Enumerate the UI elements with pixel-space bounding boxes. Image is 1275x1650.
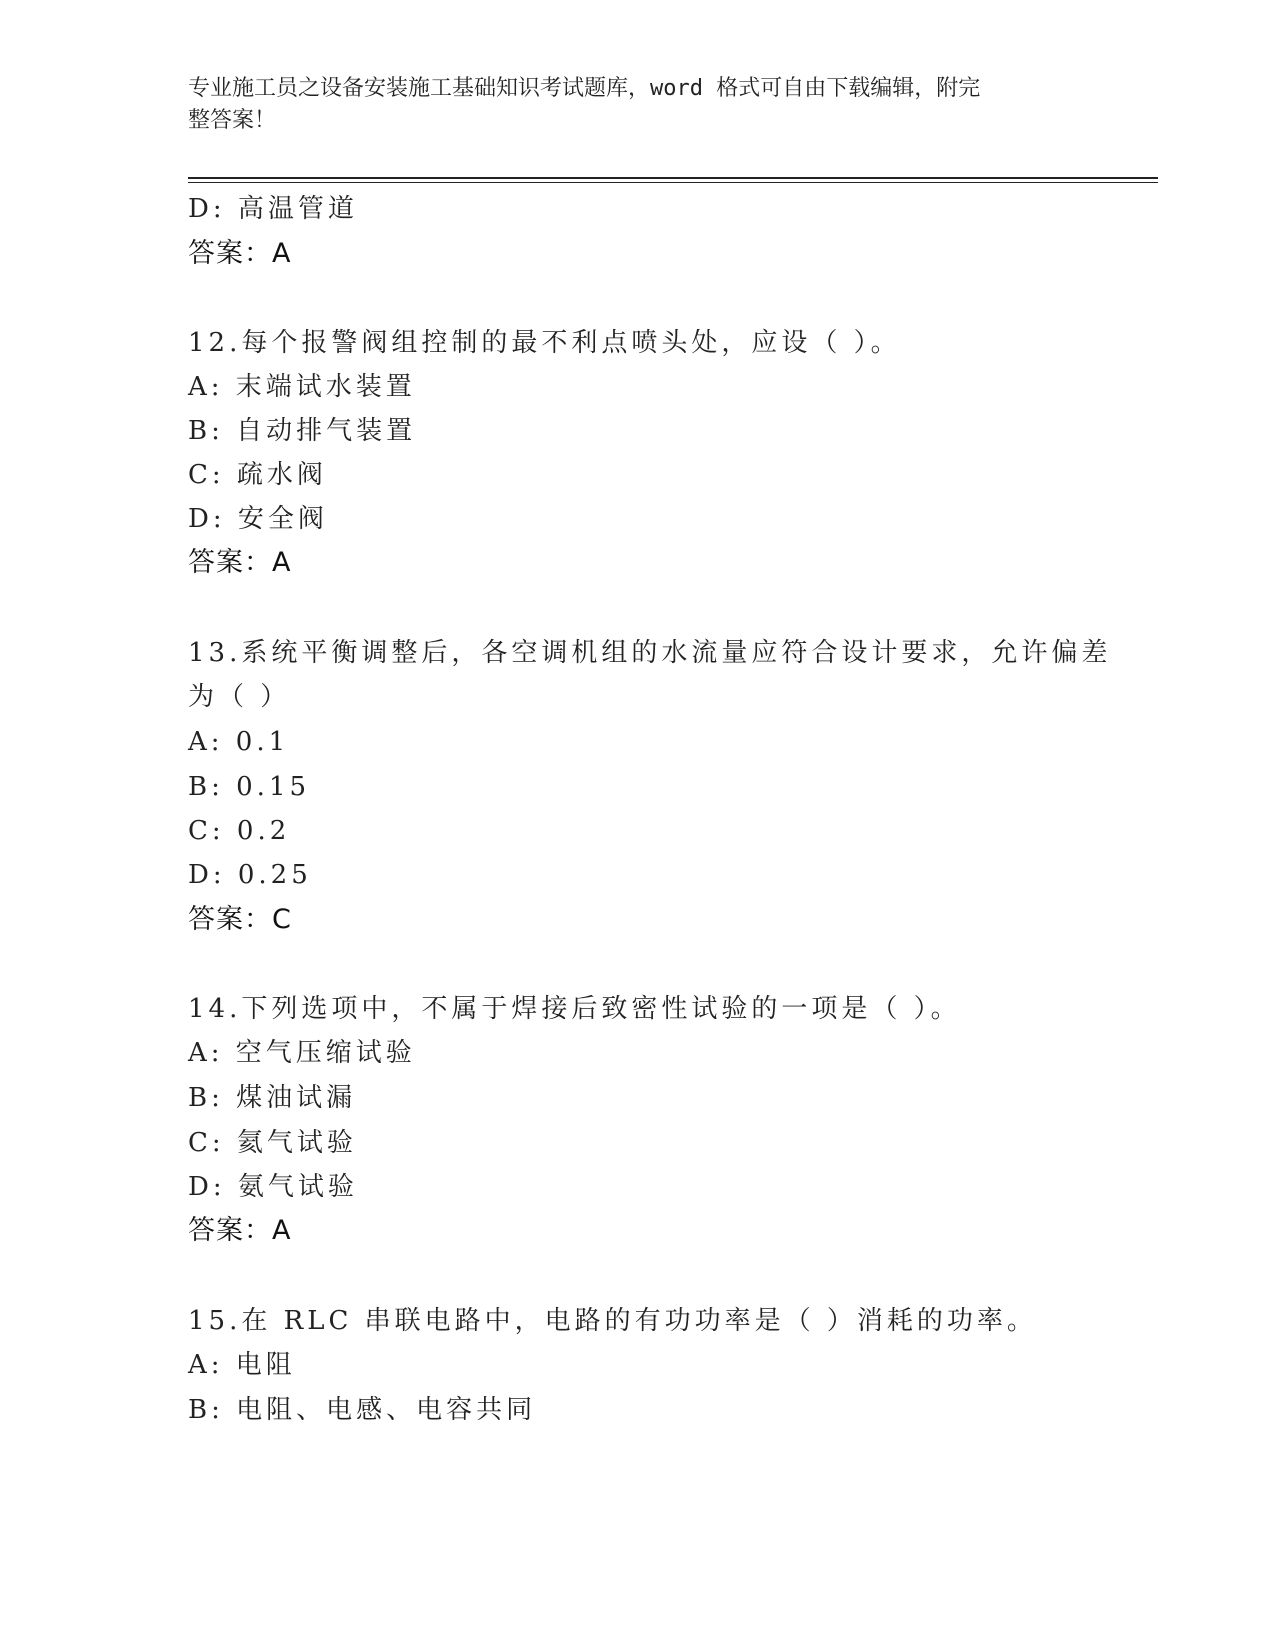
q14-answer: 答案：A [188, 1215, 292, 1246]
header-rule-thin [188, 182, 1158, 183]
q15-stem: 15.在 RLC 串联电路中，电路的有功功率是（ ）消耗的功率。 [188, 1306, 1037, 1336]
q13-option-b: B: 0.15 [188, 772, 311, 802]
q14-option-a: A: 空气压缩试验 [188, 1038, 416, 1068]
q13-option-d: D: 0.25 [188, 860, 312, 890]
q13-answer: 答案：C [188, 904, 292, 935]
q12-answer: 答案：A [188, 547, 292, 578]
q14-option-b: B: 煤油试漏 [188, 1083, 357, 1113]
q11-option-d: D: 高温管道 [188, 194, 358, 224]
q11-answer: 答案：A [188, 238, 292, 269]
q14-stem: 14.下列选项中，不属于焊接后致密性试验的一项是（ ）。 [188, 994, 961, 1024]
q14-option-d: D: 氨气试验 [188, 1172, 358, 1202]
q12-option-c: C: 疏水阀 [188, 460, 327, 490]
q12-option-b: B: 自动排气装置 [188, 416, 417, 446]
header-rule-thick [188, 177, 1158, 179]
q13-option-a: A: 0.1 [188, 727, 290, 757]
q14-option-c: C: 氦气试验 [188, 1128, 357, 1158]
q12-option-a: A: 末端试水装置 [188, 372, 416, 402]
q15-option-a: A: 电阻 [188, 1350, 296, 1380]
header-line-1: 专业施工员之设备安装施工基础知识考试题库，word 格式可自由下载编辑，附完 [188, 76, 981, 101]
q13-option-c: C: 0.2 [188, 816, 291, 846]
document-header [188, 73, 1068, 137]
header-line-2: 整答案！ [188, 108, 277, 133]
q15-option-b: B: 电阻、电感、电容共同 [188, 1395, 537, 1425]
q12-option-d: D: 安全阀 [188, 504, 328, 534]
q12-stem: 12.每个报警阀组控制的最不利点喷头处，应设（ ）。 [188, 328, 901, 358]
q13-stem-line-2: 为（ ） [188, 682, 291, 712]
q13-stem-line-1: 13.系统平衡调整后，各空调机组的水流量应符合设计要求，允许偏差 [188, 638, 1112, 668]
